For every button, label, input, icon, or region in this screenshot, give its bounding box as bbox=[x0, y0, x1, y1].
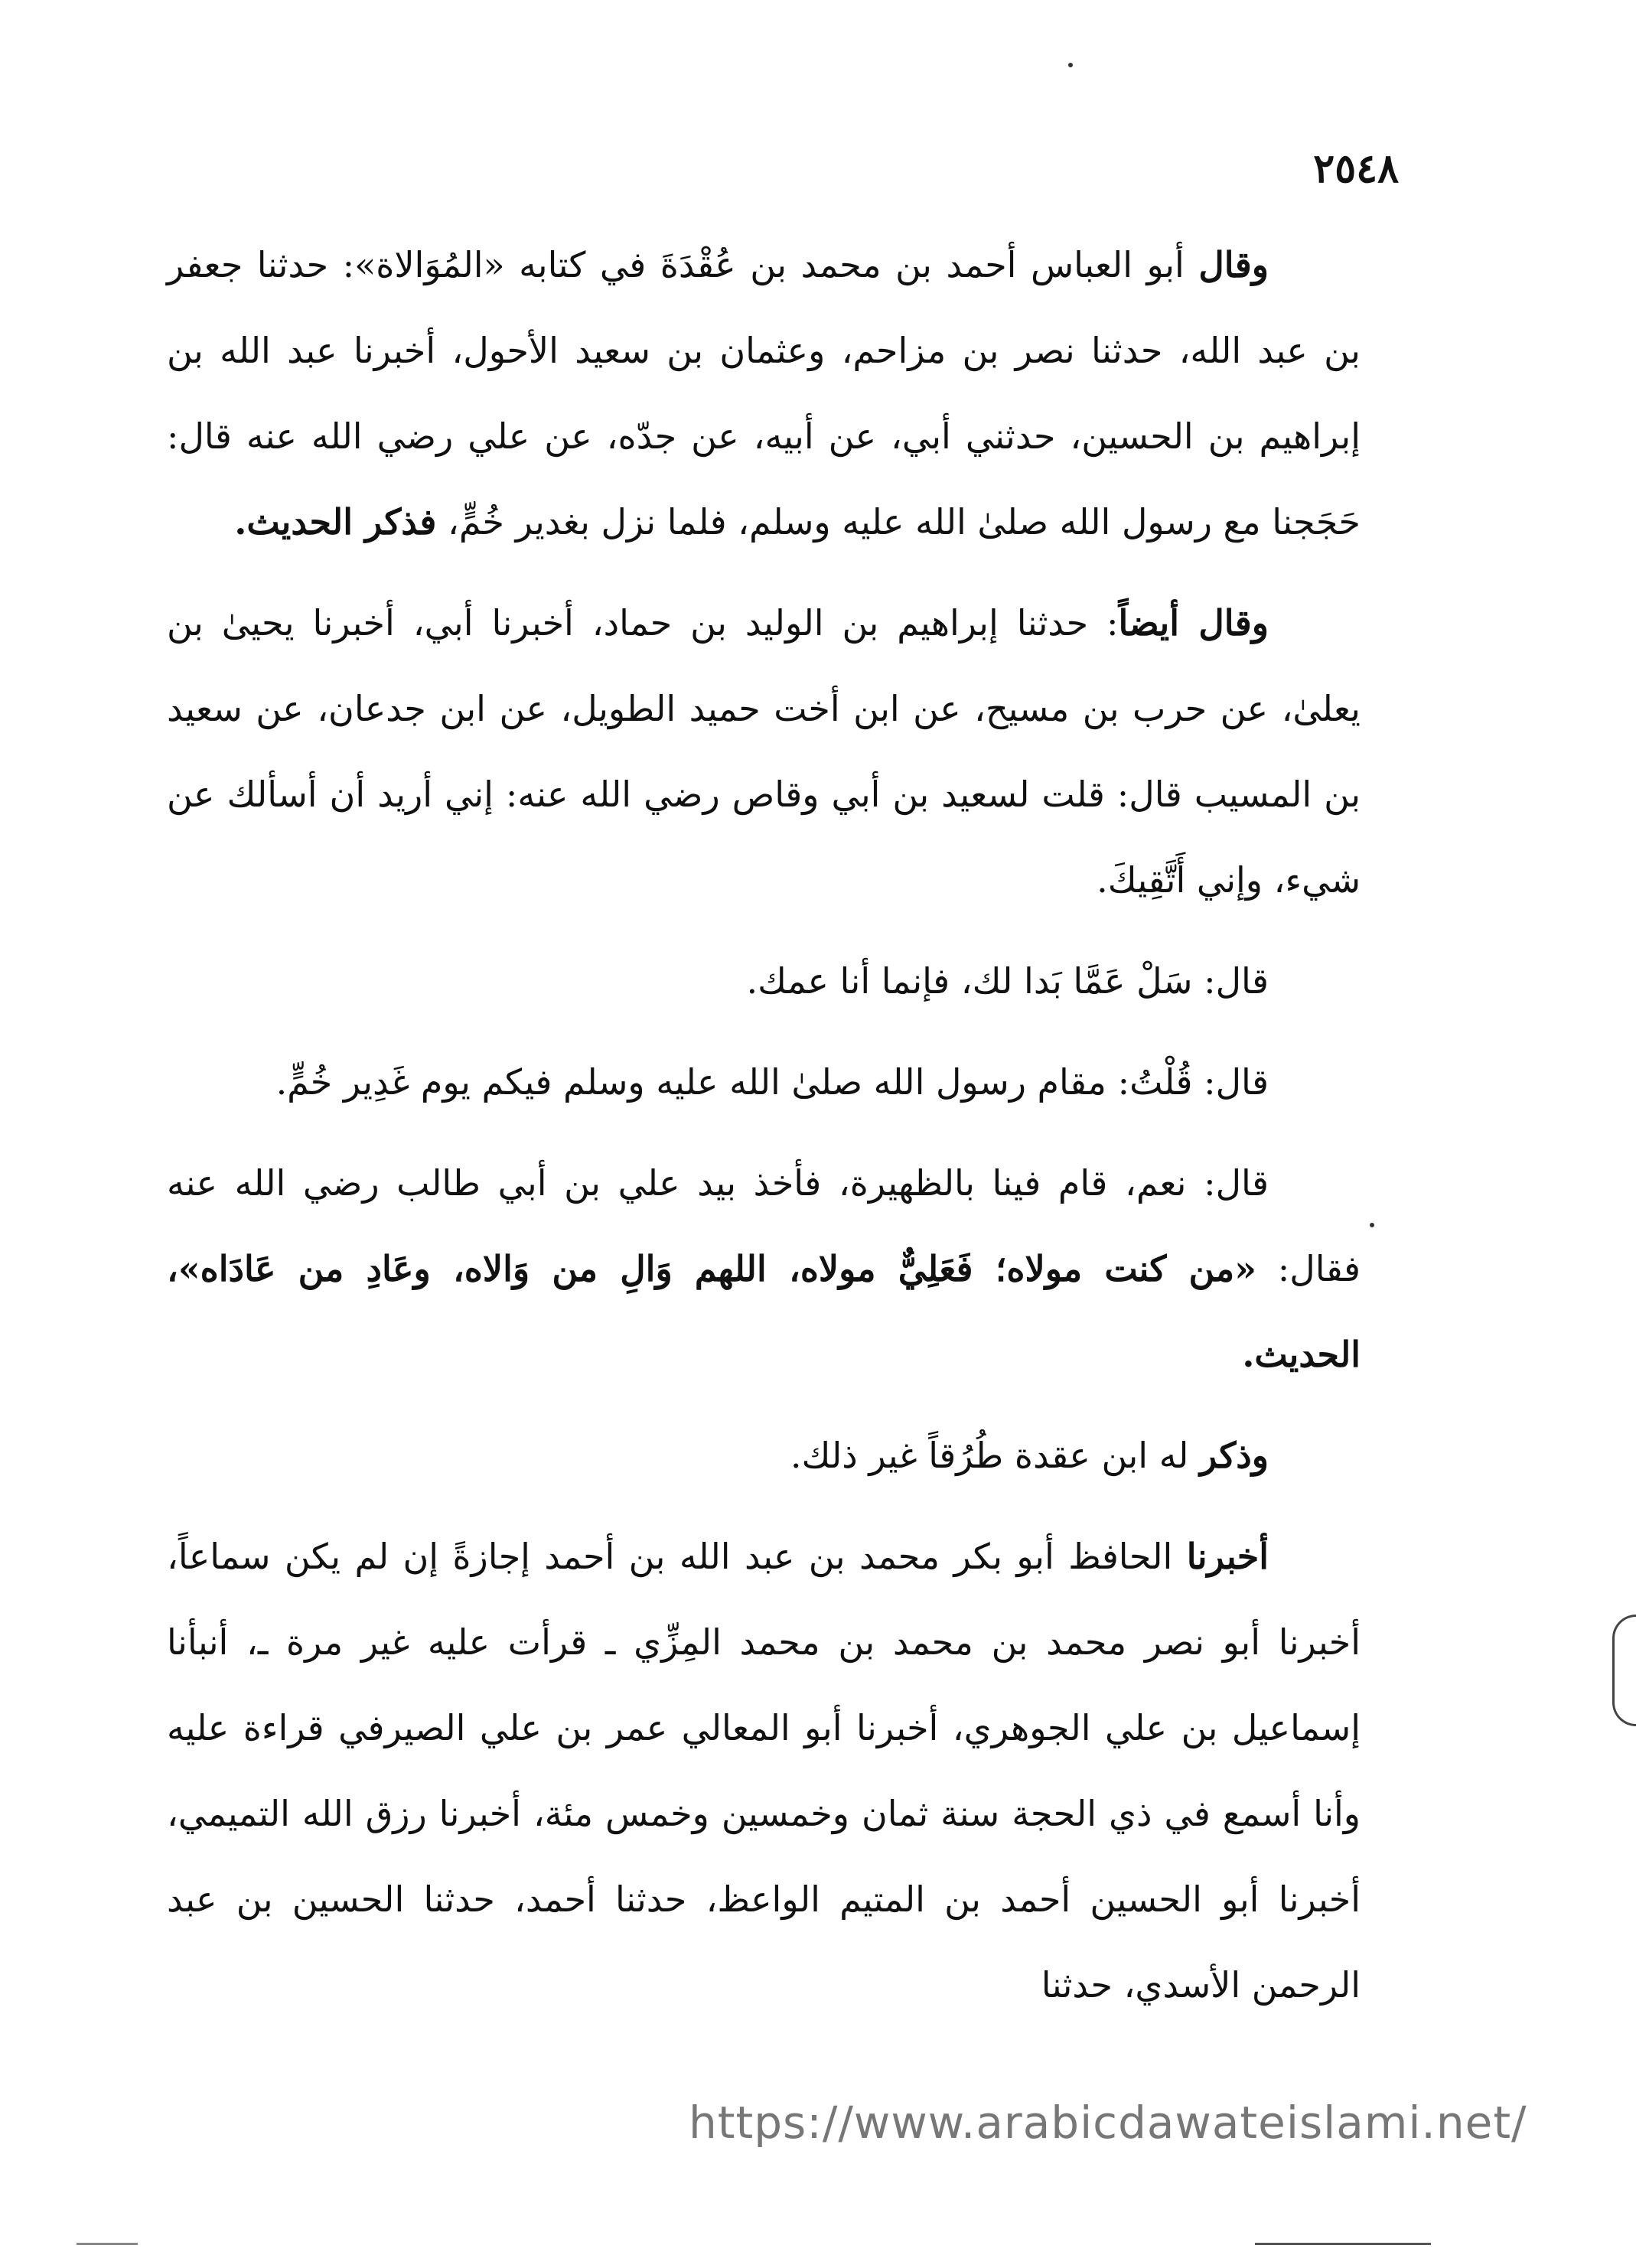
document-body bbox=[167, 222, 1361, 2028]
paragraph-text: قال: نعم، قام فينا بالظهيرة، فأخذ بيد علي بن أبي طالب رضي الله عنه فقال: bbox=[167, 1162, 1361, 1289]
page-number: ٢٥٤٨ bbox=[1313, 145, 1399, 192]
paragraph-text: قال: سَلْ عَمَّا بَدا لك، فإنما أنا عمك. bbox=[746, 960, 1269, 1002]
watermark-link[interactable]: https://www.arabicdawateislami.net/ bbox=[689, 2097, 1527, 2149]
bottom-rule-left bbox=[77, 2243, 138, 2245]
paragraph-4 bbox=[167, 1039, 1361, 1125]
paragraph-7 bbox=[167, 1514, 1361, 2028]
paragraph-5 bbox=[167, 1140, 1361, 1397]
paragraph-2 bbox=[167, 580, 1361, 923]
paragraph-lead: أخبرنا bbox=[1186, 1536, 1269, 1577]
paragraph-text: له ابن عقدة طُرُقاً غير ذلك. bbox=[790, 1435, 1201, 1476]
paragraph-text: قال: قُلْتُ: مقام رسول الله صلىٰ الله عليه وسلم فيكم يوم غَدِير خُمٍّ. bbox=[275, 1061, 1269, 1103]
scan-speck bbox=[1370, 1223, 1374, 1227]
binding-edge-mark bbox=[1612, 1615, 1636, 1726]
paragraph-1 bbox=[167, 222, 1361, 565]
paragraph-lead: وذكر bbox=[1200, 1435, 1269, 1476]
paragraph-text: الحافظ أبو بكر محمد بن عبد الله بن أحمد إجازةً إن لم يكن سماعاً، أخبرنا أبو نصر محمد بن محمد بن محمد المِزِّي ـ قرأت عليه غير مرة ـ، أنبأنا إسماعيل بن علي الجوهري، أخبرنا أبو المعالي عمر بن علي الصيرفي قراءة عليه وأنا أسمع في ذي الحجة سنة ثمان وخمسين وخمس مئة، أخبرنا رزق الله التميمي، أخبرنا أبو الحسين أحمد بن المتيم الواعظ، حدثنا أحمد، حدثنا الحسين بن عبد الرحمن الأسدي، حدثنا bbox=[167, 1536, 1361, 2006]
paragraph-6 bbox=[167, 1413, 1361, 1498]
paragraph-lead: وقال bbox=[1198, 244, 1269, 285]
paragraph-tail: «من كنت مولاه؛ فَعَلِيٌّ مولاه، اللهم وَالِ من وَالاه، وعَادِ من عَادَاه»، الحديث. bbox=[167, 1248, 1361, 1375]
paragraph-text: أبو العباس أحمد بن محمد بن عُقْدَةَ في كتابه «المُوَالاة»: حدثنا جعفر بن عبد الله، حدثنا نصر بن مزاحم، وعثمان بن سعيد الأحول، أخبرنا عبد الله بن إبراهيم بن الحسين، حدثني أبي، عن أبيه، عن جدّه، عن علي رضي الله عنه قال: حَجَجنا مع رسول الله صلىٰ الله عليه وسلم، فلما نزل بغدير خُمٍّ، bbox=[167, 244, 1361, 543]
paragraph-3 bbox=[167, 938, 1361, 1024]
paragraph-lead: وقال أيضاً bbox=[1118, 602, 1269, 644]
scan-speck bbox=[1068, 63, 1073, 67]
paragraph-tail: فذكر الحديث. bbox=[234, 501, 437, 543]
paragraph-text: : حدثنا إبراهيم بن الوليد بن حماد، أخبرنا أبي، أخبرنا يحيىٰ بن يعلىٰ، عن حرب بن مسيح، عن ابن أخت حميد الطويل، عن ابن جدعان، عن سعيد بن المسيب قال: قلت لسعيد بن أبي وقاص رضي الله عنه: إني أريد أن أسألك عن شيء، وإني أَتَّقِيكَ. bbox=[167, 602, 1361, 901]
bottom-rule bbox=[1255, 2243, 1431, 2245]
